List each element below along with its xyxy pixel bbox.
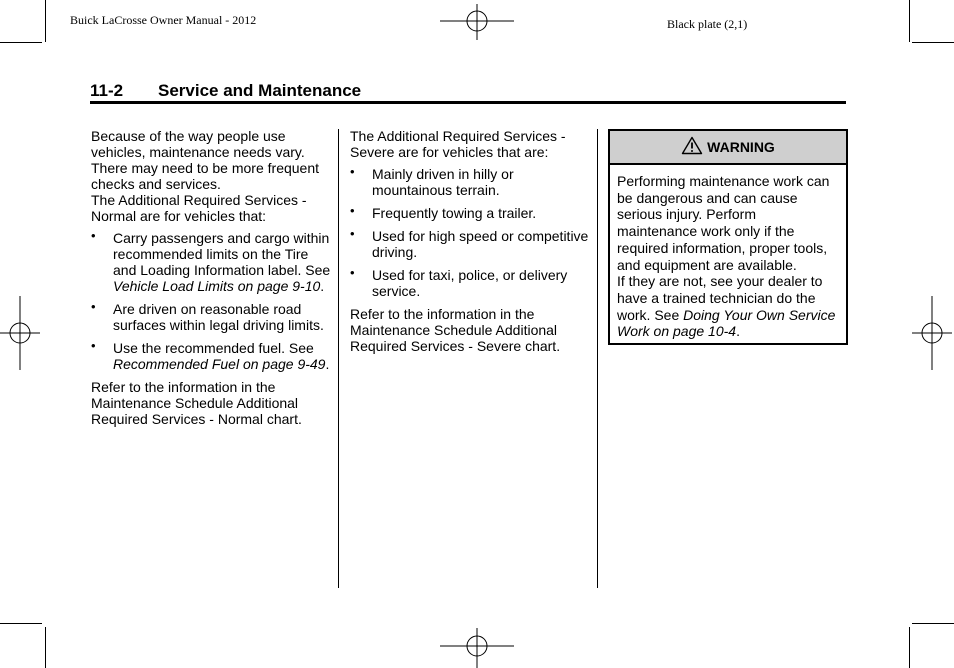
normal-closing-paragraph: Refer to the information in the Maintenance Schedule Additional Required Services - Normal chart.: [91, 379, 302, 427]
crop-mark: [909, 0, 910, 42]
crop-mark: [0, 42, 42, 43]
list-item-text: Use the recommended fuel. See: [113, 340, 314, 356]
severe-closing-paragraph: Refer to the information in the Maintenance Schedule Additional Required Services - Severe chart.: [350, 306, 561, 354]
section-title: Service and Maintenance: [158, 81, 362, 100]
column-divider: [338, 129, 339, 588]
list-item: [350, 166, 590, 198]
bullet-glyph: •: [91, 228, 96, 243]
crop-mark: [912, 623, 954, 624]
bullet-glyph: •: [350, 203, 355, 218]
warning-paragraph: Performing maintenance work can be dangerous and can cause serious injury. Perform maintenance work only if the required information, proper tools, and equipment are available.: [617, 173, 830, 273]
crop-mark: [0, 623, 42, 624]
registration-mark-left: [0, 296, 40, 370]
normal-services-list: [91, 230, 331, 372]
list-item-text: Carry passengers and cargo within recommended limits on the Tire and Loading Information label. See: [113, 230, 331, 278]
warning-paragraph: If they are not, see your dealer to have a trained technician do the work. See: [617, 273, 823, 323]
bullet-glyph: •: [91, 338, 96, 353]
list-item-tail: .: [320, 278, 325, 294]
column-normal-services: [91, 128, 331, 427]
cross-reference-link[interactable]: Doing Your Own Service Work on page 10-4: [617, 306, 836, 340]
crop-mark: [45, 0, 46, 42]
warning-tail: .: [736, 323, 740, 340]
intro-paragraph: Because of the way people use vehicles, maintenance needs vary. There may need to be more frequent checks and services.: [91, 128, 320, 192]
plate-label: Black plate (2,1): [667, 17, 748, 31]
list-item-text: Used for high speed or competitive driving.: [372, 228, 589, 260]
list-item-text: Mainly driven in hilly or mountainous terrain.: [372, 166, 514, 198]
bullet-glyph: •: [350, 226, 355, 241]
normal-lead-paragraph: The Additional Required Services - Normal are for vehicles that:: [91, 192, 307, 224]
cross-reference-link[interactable]: Recommended Fuel on page 9-49: [113, 356, 326, 372]
column-divider: [597, 129, 598, 588]
crop-mark: [45, 627, 46, 668]
severe-services-list: [350, 166, 590, 299]
list-item: [91, 301, 331, 333]
list-item-text: Frequently towing a trailer.: [372, 205, 537, 221]
list-item: [350, 205, 590, 221]
warning-header: [610, 131, 846, 165]
warning-title: WARNING: [707, 139, 775, 155]
list-item: [350, 267, 590, 299]
column-severe-services: [350, 128, 590, 354]
warning-body: [610, 165, 846, 340]
list-item-text: Used for taxi, police, or delivery service.: [372, 267, 568, 299]
severe-lead-paragraph: The Additional Required Services - Severe are for vehicles that are:: [350, 128, 566, 160]
bullet-glyph: •: [350, 265, 355, 280]
manual-title: Buick LaCrosse Owner Manual - 2012: [70, 13, 257, 27]
cross-reference-link[interactable]: Vehicle Load Limits on page 9-10: [113, 278, 321, 294]
registration-mark-right: [912, 296, 952, 370]
list-item: [91, 230, 331, 294]
list-item-text: Are driven on reasonable road surfaces within legal driving limits.: [113, 301, 324, 333]
crop-mark: [912, 42, 954, 43]
section-number: 11-2: [90, 81, 124, 100]
registration-mark-top: [440, 4, 514, 40]
list-item-tail: .: [325, 356, 330, 372]
section-rule: [90, 101, 846, 104]
list-item: [91, 340, 331, 372]
warning-box: [608, 129, 848, 345]
bullet-glyph: •: [350, 164, 355, 179]
bullet-glyph: •: [91, 299, 96, 314]
crop-mark: [909, 627, 910, 668]
registration-mark-bottom: [440, 628, 514, 668]
warning-triangle-icon: [681, 136, 703, 158]
list-item: [350, 228, 590, 260]
